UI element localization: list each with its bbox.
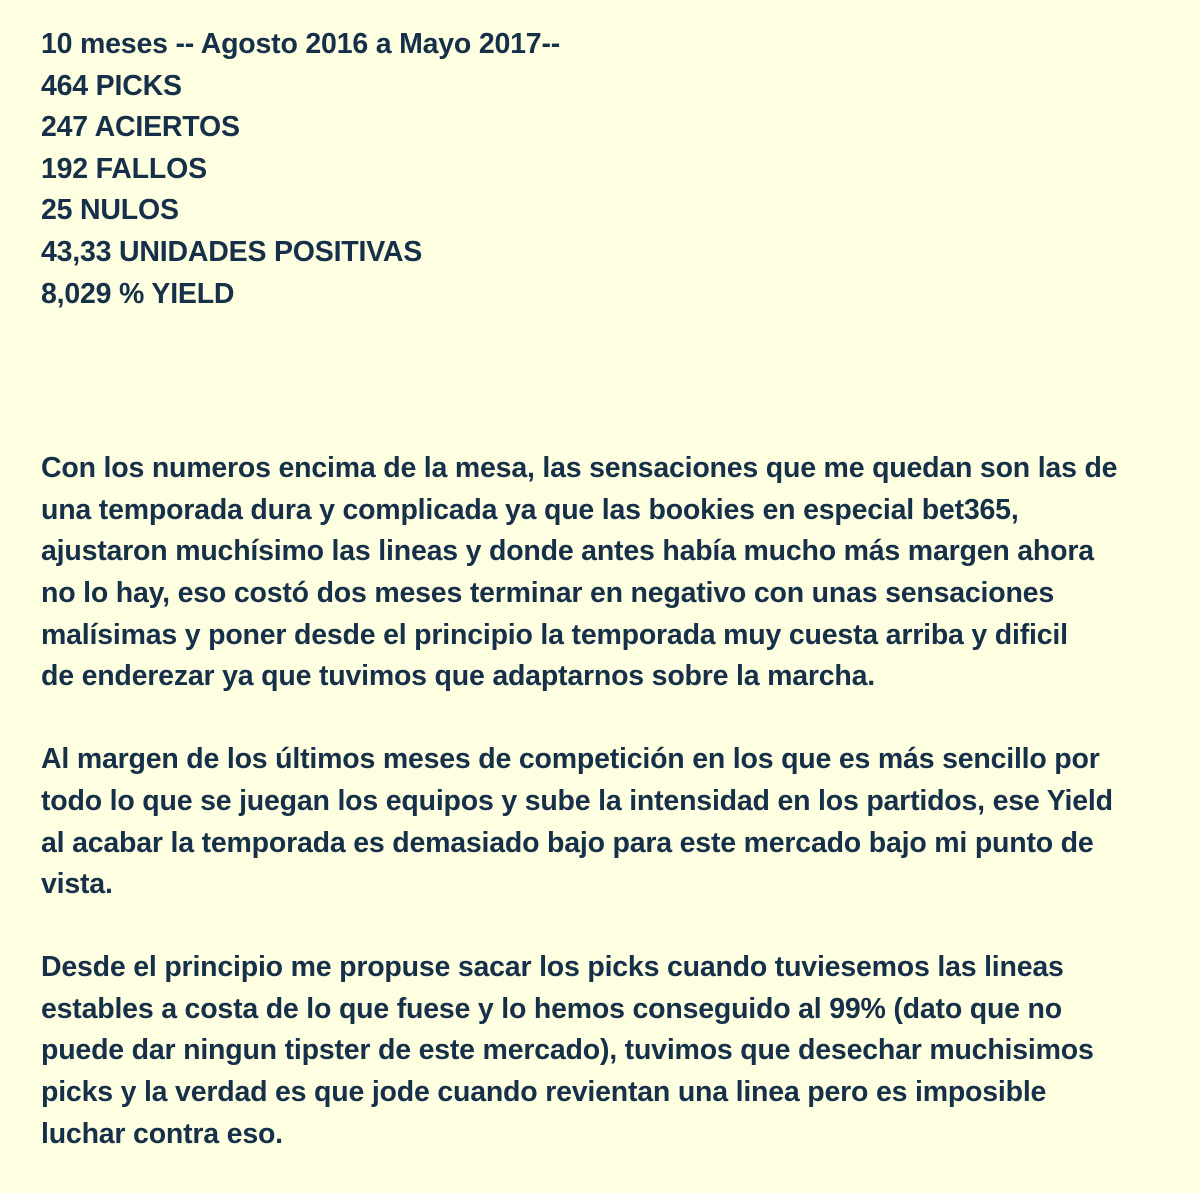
paragraph-line: todo lo que se juegan los equipos y sube la intensidad en los partidos, ese Yield (41, 784, 1113, 817)
stats-summary (41, 24, 1171, 315)
note-content (41, 24, 1171, 1155)
paragraph-line: ajustaron muchísimo las lineas y donde antes había mucho más margen ahora (41, 535, 1094, 568)
paragraph-line: vista. (41, 868, 113, 901)
stat-aciertos: 247 ACIERTOS (41, 111, 240, 144)
paragraph-line: Desde el principio me propuse sacar los picks cuando tuviesemos las lineas (41, 951, 1064, 984)
paragraph-line: Con los numeros encima de la mesa, las sensaciones que me quedan son las de (41, 452, 1118, 485)
stat-nulos: 25 NULOS (41, 194, 179, 227)
paragraph-line: malísimas y poner desde el principio la temporada muy cuesta arriba y dificil (41, 618, 1068, 651)
paragraph-line: estables a costa de lo que fuese y lo hemos conseguido al 99% (dato que no (41, 992, 1062, 1025)
stat-unidades: 43,33 UNIDADES POSITIVAS (41, 235, 423, 268)
paragraph-line: no lo hay, eso costó dos meses terminar en negativo con unas sensaciones (41, 576, 1054, 609)
stat-period: 10 meses -- Agosto 2016 a Mayo 2017-- (41, 28, 561, 60)
paragraph-line: al acabar la temporada es demasiado bajo para este mercado bajo mi punto de (41, 826, 1094, 859)
paragraph-lineas (41, 947, 1171, 1155)
stat-fallos: 192 FALLOS (41, 152, 207, 185)
paragraph-yield (41, 739, 1171, 905)
stat-picks: 464 PICKS (41, 69, 182, 102)
paragraph-line: Al margen de los últimos meses de competición en los que es más sencillo por (41, 743, 1100, 776)
paragraph-line: luchar contra eso. (41, 1117, 283, 1150)
paragraph-line: una temporada dura y complicada ya que las bookies en especial bet365, (41, 493, 1019, 526)
paragraph-line: picks y la verdad es que jode cuando revientan una linea pero es imposible (41, 1076, 1047, 1109)
paragraph-line: puede dar ningun tipster de este mercado), tuvimos que desechar muchisimos (41, 1034, 1094, 1067)
stat-yield: 8,029 % YIELD (41, 277, 235, 310)
paragraph-sensaciones (41, 448, 1171, 698)
paragraph-line: de enderezar ya que tuvimos que adaptarnos sobre la marcha. (41, 660, 875, 693)
